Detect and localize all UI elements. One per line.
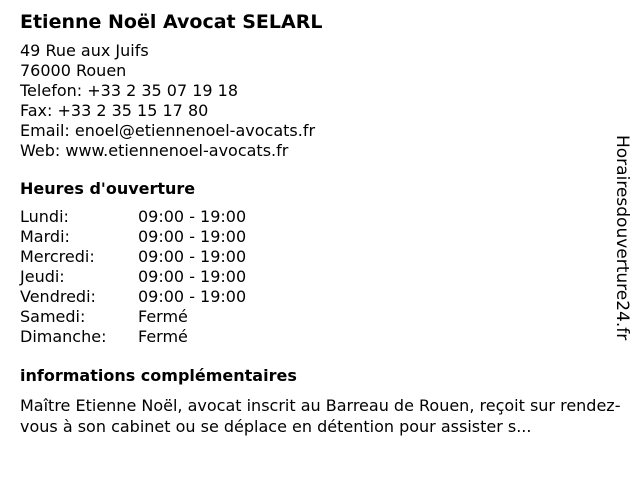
day-label: Mercredi:	[20, 247, 95, 266]
site-watermark: Horairesdouverture24.fr	[612, 135, 632, 341]
day-hours: Fermé	[138, 327, 188, 346]
day-hours: 09:00 - 19:00	[138, 267, 247, 286]
address-street: 49 Rue aux Juifs	[20, 41, 149, 60]
additional-info-heading: informations complémentaires	[20, 366, 297, 385]
day-hours: 09:00 - 19:00	[138, 247, 247, 266]
hours-row-sunday	[20, 327, 620, 347]
day-hours: 09:00 - 19:00	[138, 287, 247, 306]
hours-row-tuesday	[20, 227, 620, 247]
hours-row-saturday	[20, 307, 620, 327]
website-address: Web: www.etiennenoel-avocats.fr	[20, 141, 289, 160]
day-label: Vendredi:	[20, 287, 96, 306]
hours-row-monday	[20, 207, 620, 227]
additional-info-text: Maître Etienne Noël, avocat inscrit au Barreau de Rouen, reçoit sur rendez-vous à son cabinet ou se déplace en détention pour assister s...	[20, 396, 621, 436]
day-hours: 09:00 - 19:00	[138, 207, 247, 226]
day-label: Lundi:	[20, 207, 69, 226]
day-label: Dimanche:	[20, 327, 107, 346]
day-label: Jeudi:	[20, 267, 65, 286]
business-name: Etienne Noël Avocat SELARL	[20, 11, 323, 33]
hours-row-thursday	[20, 267, 620, 287]
day-label: Mardi:	[20, 227, 70, 246]
hours-row-wednesday	[20, 247, 620, 267]
email-address: Email: enoel@etiennenoel-avocats.fr	[20, 121, 316, 140]
day-label: Samedi:	[20, 307, 86, 326]
hours-row-friday	[20, 287, 620, 307]
phone-number: Telefon: +33 2 35 07 19 18	[20, 81, 239, 100]
business-card	[20, 10, 620, 437]
opening-hours-list	[20, 207, 620, 347]
address-city: 76000 Rouen	[20, 61, 127, 80]
opening-hours-heading: Heures d'ouverture	[20, 179, 196, 198]
day-hours: Fermé	[138, 307, 188, 326]
day-hours: 09:00 - 19:00	[138, 227, 247, 246]
fax-number: Fax: +33 2 35 15 17 80	[20, 101, 209, 120]
